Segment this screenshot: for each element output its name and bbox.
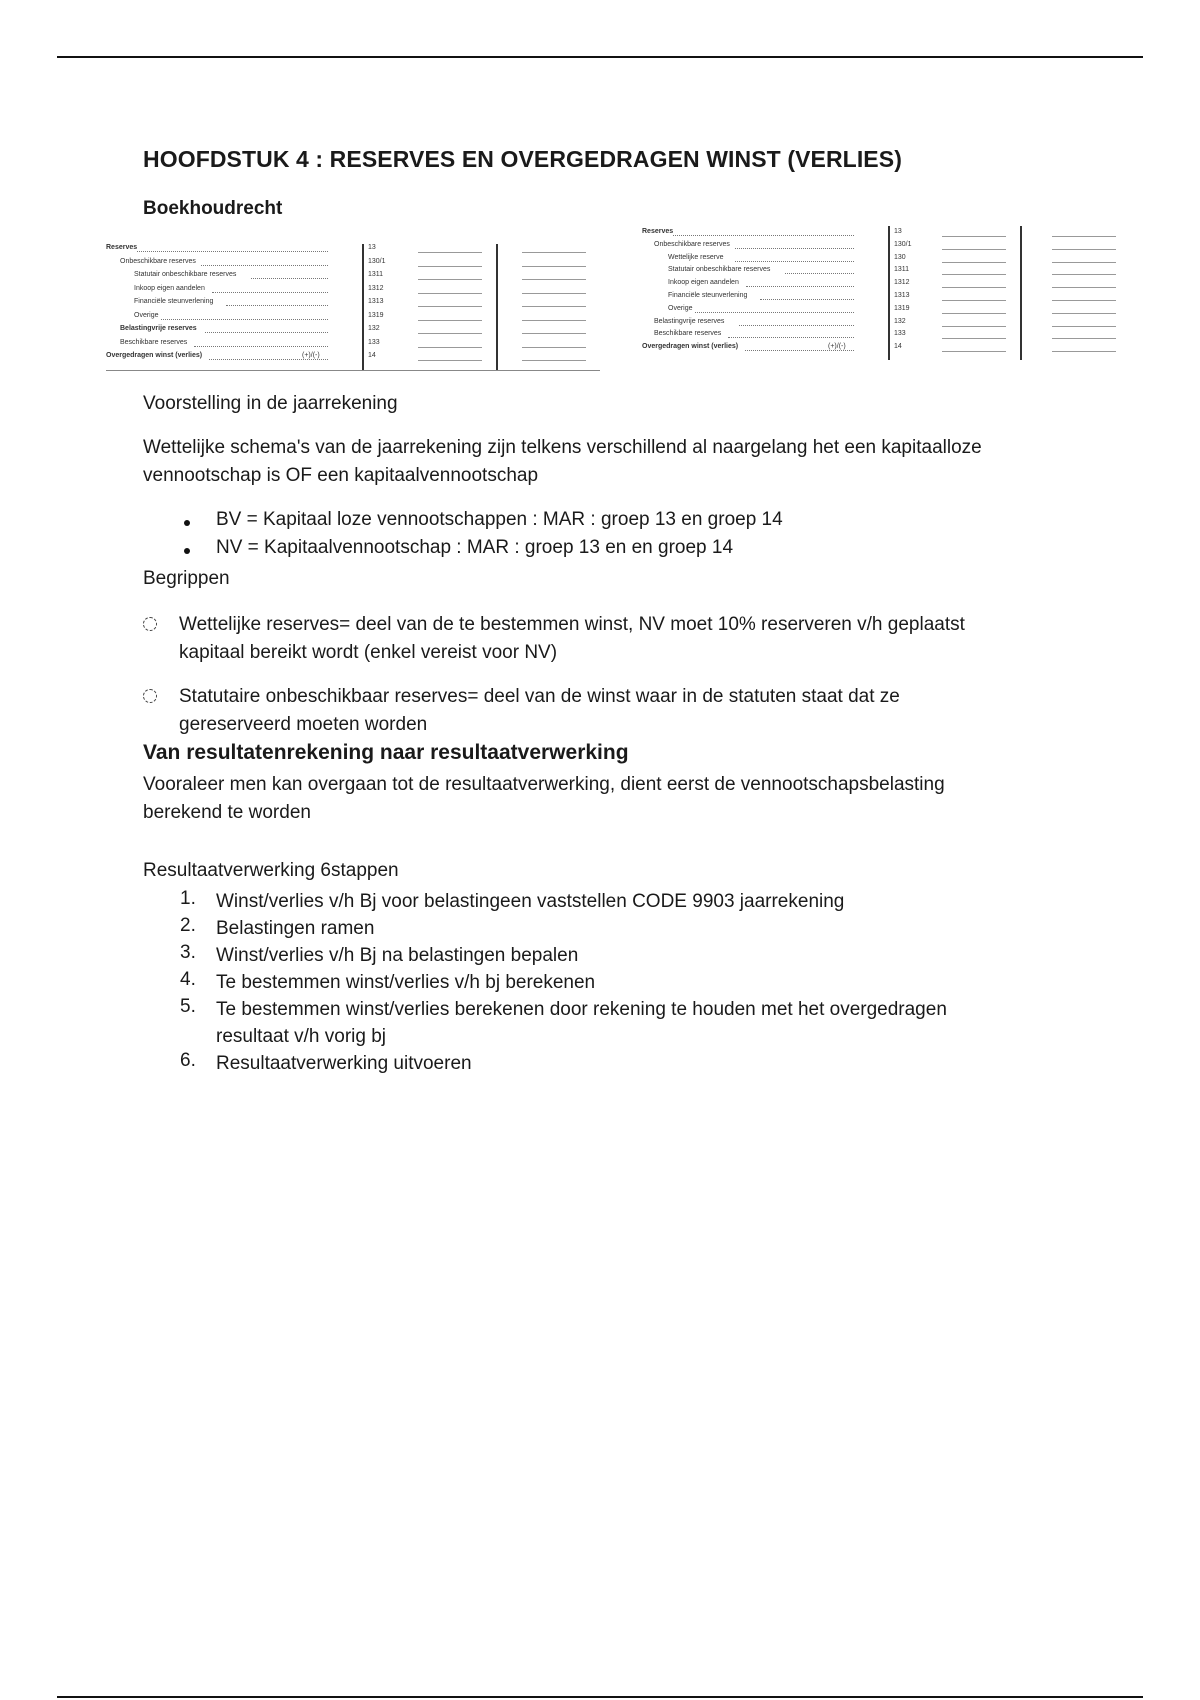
step-number: 6. [180, 1050, 196, 1071]
table-row-label: Overgedragen winst (verlies) [642, 343, 739, 351]
concept-line: Wettelijke reserves= deel van de te bestemmen winst, NV moet 10% reserveren v/h geplaatst [179, 614, 965, 635]
table-row-code: 130/1 [368, 257, 386, 265]
amount-blank [1052, 236, 1116, 237]
table-row-code: 13 [894, 228, 902, 235]
bullet-item: NV = Kapitaalvennootschap : MAR : groep 13 en en groep 14 [216, 537, 734, 558]
amount-blank [522, 252, 586, 253]
step-text [216, 996, 1036, 1050]
amount-blank [1052, 351, 1116, 352]
amount-blank [418, 347, 482, 348]
amount-blank [418, 360, 482, 361]
amount-blank [522, 360, 586, 361]
table-row-code: 133 [368, 338, 380, 346]
steps-title: Resultaatverwerking 6stappen [143, 860, 399, 881]
dashed-circle-icon [143, 689, 157, 703]
table-row-label: Belastingvrije reserves [120, 325, 197, 332]
table-row-label: Statutair onbeschikbare reserves [668, 266, 771, 274]
amount-blank [1052, 287, 1116, 288]
amount-blank [942, 300, 1006, 301]
amount-blank [942, 326, 1006, 327]
amount-blank [1052, 313, 1116, 314]
table-row-label: Overige [134, 311, 159, 319]
concept-item [143, 611, 1043, 667]
amount-blank [418, 293, 482, 294]
amount-blank [1052, 326, 1116, 327]
table-row-code: 1313 [368, 298, 384, 305]
table-row-code: 1311 [894, 266, 910, 274]
leader-dots [205, 332, 328, 333]
leader-dots [161, 319, 328, 320]
leader-dots [209, 359, 328, 360]
amount-blank [522, 347, 586, 348]
amount-blank [942, 287, 1006, 288]
table-row-label: Beschikbare reserves [120, 338, 188, 346]
header-rule [57, 56, 1143, 58]
table-row-label: Statutair onbeschikbare reserves [134, 271, 237, 278]
paragraph-schemas-line2: vennootschap is OF een kapitaalvennootschap [143, 465, 539, 486]
table-row-label: Onbeschikbare reserves [654, 240, 730, 248]
leader-dots [745, 350, 854, 351]
sign-label: (+)/(-) [828, 343, 846, 351]
leader-dots [695, 312, 854, 313]
table-row-label: Reserves [642, 228, 674, 235]
paragraph-voorstelling: Voorstelling in de jaarrekening [143, 393, 398, 414]
paragraph-begrippen: Begrippen [143, 568, 230, 589]
step-text: Winst/verlies v/h Bj voor belastingeen vaststellen CODE 9903 jaarrekening [216, 891, 845, 912]
amount-blank [418, 320, 482, 321]
amount-blank [1052, 300, 1116, 301]
amount-blank [942, 236, 1006, 237]
amount-blank [942, 249, 1006, 250]
table-row-label: Inkoop eigen aandelen [668, 279, 739, 287]
amount-blank [1052, 262, 1116, 263]
sign-label: (+)/(-) [302, 352, 320, 359]
amount-blank [1052, 338, 1116, 339]
table-row-code: 130/1 [894, 240, 912, 248]
table-row-label: Belastingvrije reserves [654, 317, 725, 325]
balance-table-right [642, 224, 1126, 362]
concept-line: kapitaal bereikt wordt (enkel vereist voor NV) [179, 642, 558, 663]
leader-dots [673, 235, 854, 236]
table-row-code: 14 [894, 343, 902, 351]
table-row-code: 1319 [894, 304, 910, 312]
amount-blank [418, 252, 482, 253]
leader-dots [746, 286, 854, 287]
footer-rule [57, 1696, 1143, 1698]
table-row-code: 130 [894, 253, 906, 261]
leader-dots [760, 299, 854, 300]
amount-blank [942, 338, 1006, 339]
table-row-label: Overgedragen winst (verlies) [106, 352, 203, 359]
amount-blank [942, 262, 1006, 263]
amount-blank [418, 279, 482, 280]
table-row-code: 132 [368, 325, 380, 332]
step-number: 2. [180, 915, 196, 936]
concept-item [143, 683, 1043, 739]
leader-dots [194, 346, 328, 347]
amount-blank [1052, 249, 1116, 250]
amount-blank [418, 266, 482, 267]
table-row-label: Beschikbare reserves [654, 330, 722, 338]
table-row-label: Overige [668, 304, 693, 312]
balance-table-left [106, 240, 600, 372]
table-row-label: Financiële steunverlening [668, 292, 748, 299]
leader-dots [251, 278, 328, 279]
table-row-code: 1311 [368, 271, 384, 278]
paragraph-vooraleer-line1: Vooraleer men kan overgaan tot de resultaatverwerking, dient eerst de vennootschapsbelasting [143, 774, 945, 795]
table-row-code: 1312 [894, 279, 910, 287]
paragraph-vooraleer-line2: berekend te worden [143, 802, 311, 823]
step-number: 5. [180, 996, 196, 1017]
leader-dots [785, 273, 854, 274]
amount-blank [942, 351, 1006, 352]
amount-blank [522, 293, 586, 294]
leader-dots [201, 265, 328, 266]
table-row-code: 1313 [894, 292, 910, 299]
leader-dots [137, 251, 328, 252]
amount-blank [522, 306, 586, 307]
amount-blank [942, 274, 1006, 275]
step-number: 1. [180, 888, 196, 909]
step-number: 4. [180, 969, 196, 990]
amount-blank [522, 333, 586, 334]
section-title: Van resultatenrekening naar resultaatverwerking [143, 741, 629, 764]
step-text: Resultaatverwerking uitvoeren [216, 1053, 472, 1074]
amount-blank [418, 333, 482, 334]
table-row-label: Inkoop eigen aandelen [134, 284, 205, 292]
step-text: Winst/verlies v/h Bj na belastingen bepalen [216, 945, 579, 966]
amount-blank [522, 279, 586, 280]
leader-dots [739, 325, 854, 326]
table-row-code: 132 [894, 317, 906, 325]
amount-blank [1052, 274, 1116, 275]
table-row-code: 13 [368, 244, 376, 251]
leader-dots [728, 337, 854, 338]
step-text: Te bestemmen winst/verlies v/h bj berekenen [216, 972, 596, 993]
concept-text [179, 683, 1029, 739]
concept-text [179, 611, 1029, 667]
table-row-label: Reserves [106, 244, 138, 251]
concept-line: Statutaire onbeschikbaar reserves= deel van de winst waar in de statuten staat dat ze [179, 686, 900, 707]
amount-blank [418, 306, 482, 307]
bullet-dot [184, 548, 190, 554]
dashed-circle-icon [143, 617, 157, 631]
table-row-code: 14 [368, 352, 376, 359]
page-title: HOOFDSTUK 4 : RESERVES EN OVERGEDRAGEN WINST (VERLIES) [143, 146, 902, 172]
bullet-dot [184, 520, 190, 526]
step-text-line: resultaat v/h vorig bj [216, 1026, 387, 1047]
step-text-line: Te bestemmen winst/verlies berekenen door rekening te houden met het overgedragen [216, 999, 947, 1020]
leader-dots [226, 305, 328, 306]
section-subheading: Boekhoudrecht [143, 198, 283, 219]
leader-dots [212, 292, 328, 293]
table-row-code: 1319 [368, 311, 384, 319]
amount-blank [522, 266, 586, 267]
amount-blank [942, 313, 1006, 314]
amount-blank [522, 320, 586, 321]
leader-dots [735, 261, 854, 262]
table-row-label: Financiële steunverlening [134, 298, 214, 305]
concept-line: gereserveerd moeten worden [179, 714, 428, 735]
bullet-item: BV = Kapitaal loze vennootschappen : MAR : groep 13 en groep 14 [216, 509, 783, 530]
paragraph-schemas-line1: Wettelijke schema's van de jaarrekening zijn telkens verschillend al naargelang het een kapitaalloze [143, 437, 982, 458]
table-row-label: Wettelijke reserve [668, 253, 724, 261]
table-row-code: 133 [894, 330, 906, 338]
table-row-code: 1312 [368, 284, 384, 292]
step-text: Belastingen ramen [216, 918, 375, 939]
table-row-label: Onbeschikbare reserves [120, 257, 196, 265]
leader-dots [735, 248, 854, 249]
step-number: 3. [180, 942, 196, 963]
